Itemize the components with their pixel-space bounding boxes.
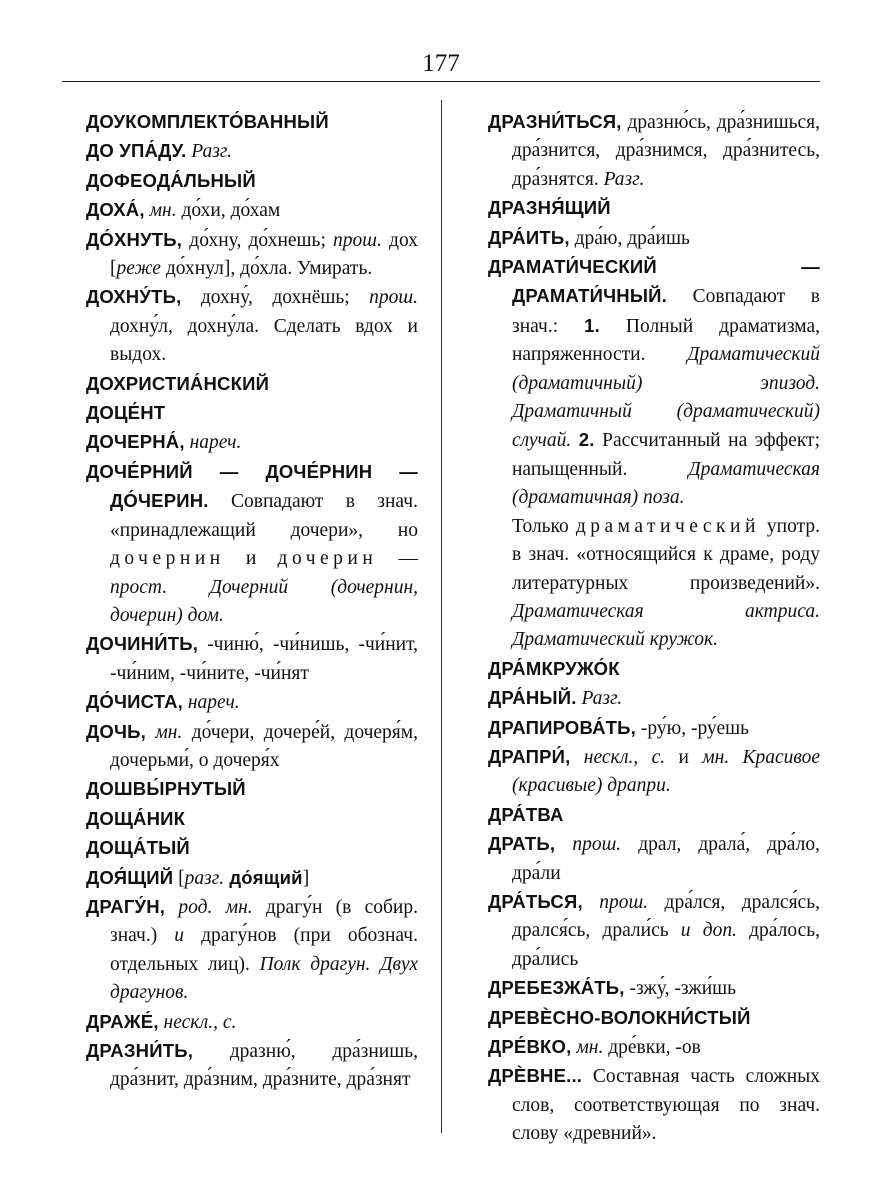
dictionary-entry	[86, 864, 418, 893]
page-number: 177	[422, 50, 460, 77]
entry-text: -чиню́, -чи́нишь, -чи́нит, -чи́ним, -чи́ните, -чи́нят	[110, 634, 418, 684]
entry-headword: ДРАЖЕ́,	[86, 1010, 159, 1032]
entry-headword: ДРАПИРОВА́ТЬ,	[488, 716, 637, 738]
dictionary-entry	[86, 428, 418, 457]
entry-label: мн. Красивое (красивые) драпри.	[512, 746, 820, 797]
dictionary-entry	[488, 830, 820, 888]
dictionary-entry	[488, 513, 820, 655]
dictionary-entry	[86, 137, 418, 166]
entry-text: и	[224, 548, 278, 570]
entry-text: и	[665, 746, 703, 768]
entry-variant: до́ящий	[224, 866, 303, 888]
column-divider	[441, 100, 442, 1133]
entry-label: нареч.	[184, 432, 242, 454]
entry-text: Рассчитанный на эффект; напыщенный.	[512, 430, 820, 480]
entry-text: Совпадают в знач.:	[512, 286, 820, 337]
entry-text: ]	[302, 867, 310, 889]
entry-headword: ДОЩА́ТЫЙ	[86, 837, 190, 859]
entry-headword: ДОУКОМПЛЕКТО́ВАННЫЙ	[86, 111, 329, 132]
entry-label: прош.	[369, 287, 418, 309]
dictionary-entry	[86, 283, 418, 369]
entry-text: Полный драматизма, напряженности.	[512, 315, 820, 366]
dictionary-entry	[488, 224, 820, 253]
entry-text: до́хнул], до́хла. Умирать.	[160, 258, 373, 280]
entry-text: дразню́, дра́знишь, дра́знит, дра́зним, дра́зните, дра́знят	[110, 1041, 418, 1091]
entry-text: Только	[512, 515, 576, 537]
entry-headword: ДРА́МКРУЖО́К	[488, 657, 620, 679]
entry-headword: ДРАЗНЯ́ЩИЙ	[488, 197, 611, 219]
entry-headword: ДО УПА́ДУ.	[86, 140, 187, 162]
entry-headword: ДОЧЬ,	[86, 720, 147, 742]
dictionary-entry	[488, 888, 820, 974]
entry-label: нескл., с.	[158, 1011, 237, 1033]
entry-headword: ДОХНУ́ТЬ,	[86, 286, 182, 308]
entry-text: до́чери, дочере́й, дочеря́м, дочерьми́, о дочеря́х	[110, 721, 418, 771]
entry-label: мн.	[146, 721, 183, 743]
entry-text: драгу́нов (при обознач. отдельных лиц).	[110, 925, 418, 975]
dictionary-entry	[86, 167, 418, 196]
entry-headword: ДРАМАТИ́ЧЕСКИЙ — ДРАМАТИ́ЧНЫЙ.	[488, 256, 820, 307]
dictionary-entry	[488, 253, 820, 513]
entry-headword: ДО́ХНУТЬ,	[86, 228, 183, 250]
entry-headword: ДРА́ТЬСЯ,	[488, 890, 583, 912]
entry-text: Составная часть сложных слов, соответствующая по знач. слову «древний».	[512, 1066, 820, 1145]
entry-headword: ДОШВЫ́РНУТЫЙ	[86, 778, 246, 800]
entry-headword: ДРАЗНИ́ТЬСЯ,	[488, 111, 622, 132]
entry-headword: ДРЕБЕЗЖА́ТЬ,	[488, 977, 625, 999]
entry-text: дра́лся, дрался́сь, дрался́сь, драли́сь	[512, 891, 820, 942]
entry-text: Совпадают в знач. «принадлежащий дочери», но	[110, 491, 418, 541]
dictionary-entry	[488, 655, 820, 684]
entry-spaced-word: дочернин	[110, 548, 225, 570]
dictionary-entry	[86, 775, 418, 804]
entry-text: до́хи, до́хам	[176, 200, 281, 222]
entry-label: Драматический (драматичный) эпизод. Драматичный (драматический) случай.	[512, 344, 820, 452]
entry-text: до́хну, до́хнешь;	[182, 229, 334, 251]
dictionary-entry	[488, 194, 820, 223]
dictionary-entry	[488, 684, 820, 713]
entry-headword: ДРАТЬ,	[488, 833, 556, 855]
entry-headword: ДОЧЕ́РНИЙ — ДОЧЕ́РНИН — ДО́ЧЕРИН.	[86, 460, 418, 512]
dictionary-entry	[86, 1008, 418, 1037]
dictionary-entry	[86, 805, 418, 834]
entry-headword: ДОХРИСТИА́НСКИЙ	[86, 372, 270, 394]
entry-headword: ДРЀВНЕ...	[488, 1065, 583, 1087]
dictionary-entry	[86, 630, 418, 688]
entry-label: мн.	[144, 200, 177, 222]
entry-text: дре́вки, -ов	[603, 1037, 701, 1058]
dictionary-entry	[86, 108, 418, 137]
dictionary-entry	[488, 743, 820, 801]
dictionary-entry	[488, 801, 820, 830]
entry-label: мн.	[571, 1037, 604, 1058]
entry-text: -ру́ю, -ру́ешь	[636, 717, 750, 739]
dictionary-entry	[488, 108, 820, 194]
dictionary-entry	[86, 688, 418, 717]
entry-headword: ДОЯ́ЩИЙ	[86, 866, 174, 888]
entry-label: прост. Дочерний (дочернин, дочерин) дом.	[110, 576, 418, 626]
dictionary-entry	[86, 718, 418, 776]
entry-label: и	[174, 925, 185, 947]
entry-text: драгу́н (в собир. знач.)	[110, 896, 418, 947]
dictionary-entry	[488, 974, 820, 1003]
entry-headword: ДОЦЕ́НТ	[86, 402, 166, 424]
entry-text: дра́ю, дра́ишь	[569, 227, 690, 249]
entry-label: реже	[116, 258, 161, 280]
left-column	[86, 108, 418, 1095]
entry-text: дохну́л, дохну́ла. Сделать вдох и выдох.	[110, 315, 418, 366]
entry-label: Разг.	[576, 688, 623, 710]
entry-headword: ДРЕВЀСНО-ВОЛОКНИ́СТЫЙ	[488, 1006, 751, 1028]
dictionary-entry	[86, 893, 418, 1008]
entry-text: дразню́сь, дра́знишься, дра́знится, дра́знимся, дра́знитесь, дра́знятся.	[512, 112, 820, 190]
right-column	[488, 108, 820, 1149]
entry-label: Разг.	[186, 141, 233, 163]
entry-label: Драматическая актриса. Драматический кружок.	[512, 600, 820, 651]
dictionary-entry	[488, 1062, 820, 1148]
entry-headword: ДО́ЧИСТА,	[86, 691, 183, 713]
entry-label: Драматическая (драматичная) поза.	[512, 458, 820, 509]
dictionary-entry	[488, 1004, 820, 1033]
entry-headword: ДОЩА́НИК	[86, 807, 186, 829]
entry-text: дра́лось, дра́лись	[512, 920, 820, 970]
entry-headword: ДРАЗНИ́ТЬ,	[86, 1040, 194, 1061]
entry-text: —	[377, 548, 419, 570]
entry-label: нареч.	[183, 692, 240, 714]
entry-label: прош.	[555, 834, 622, 856]
entry-headword: ДОЧЕРНА́,	[86, 431, 185, 453]
entry-text: дохну́, дохнёшь;	[181, 287, 370, 309]
entry-headword: ДРАПРИ́,	[488, 745, 571, 767]
entry-headword: ДРАГУ́Н,	[86, 895, 166, 917]
entry-label: Разг.	[603, 168, 645, 190]
entry-label: прош.	[582, 891, 649, 913]
entry-headword: ДРА́ТВА	[488, 803, 564, 825]
entry-text: -зжу́, -зжи́шь	[624, 978, 737, 1000]
entry-sense-number: 2.	[578, 429, 595, 451]
dictionary-entry	[86, 399, 418, 428]
entry-text: дох [	[110, 229, 418, 280]
entry-text: драл, драла́, дра́ло, дра́ли	[512, 834, 820, 884]
header-rule	[62, 81, 820, 82]
entry-text: [	[173, 867, 185, 889]
dictionary-entry	[86, 1037, 418, 1095]
entry-text	[571, 430, 579, 451]
entry-spaced-word: дочерин	[277, 548, 378, 570]
entry-label: разг.	[184, 867, 224, 889]
dictionary-entry	[86, 226, 418, 284]
entry-headword: ДРА́НЫЙ.	[488, 687, 577, 709]
entry-label: нескл., с.	[570, 746, 666, 768]
dictionary-entry	[86, 834, 418, 863]
entry-sense-number: 1.	[584, 314, 600, 336]
dictionary-entry	[86, 196, 418, 225]
entry-label: прош.	[333, 229, 382, 251]
entry-label: род. мн.	[165, 896, 253, 918]
entry-headword: ДРА́ИТЬ,	[488, 226, 570, 248]
dictionary-entry	[488, 714, 820, 743]
entry-headword: ДРЕ́ВКО,	[488, 1036, 572, 1057]
entry-headword: ДОФЕОДА́ЛЬНЫЙ	[86, 169, 256, 191]
entry-text: употр. в знач. «относящийся к драме, роду литературных произведений».	[512, 515, 820, 594]
entry-label: Полк драгун. Двух драгунов.	[110, 953, 419, 1004]
dictionary-entry	[488, 1033, 820, 1062]
dictionary-entry	[86, 370, 418, 399]
entry-headword: ДОЧИНИ́ТЬ,	[86, 633, 199, 655]
entry-label: и доп.	[680, 920, 737, 942]
dictionary-entry	[86, 458, 418, 630]
entry-headword: ДОХА́,	[86, 199, 145, 221]
entry-spaced-word: драматический	[575, 515, 760, 537]
